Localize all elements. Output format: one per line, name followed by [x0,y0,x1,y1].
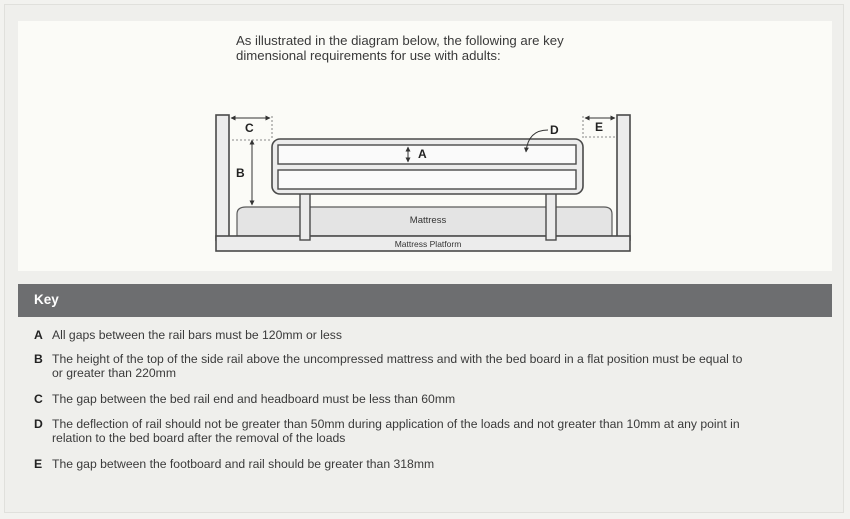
key-text [52,417,812,445]
rail-bar-top [278,145,576,164]
key-letter: A [34,328,43,342]
key-text-line: The gap between the bed rail end and headboard must be less than 60mm [52,392,456,406]
key-letter: B [34,352,43,366]
platform-label: Mattress Platform [394,239,462,249]
key-item-d [34,417,812,445]
key-text [52,457,812,471]
rail-bar-bottom [278,170,576,189]
key-text-line: relation to the bed board after the removal of the loads [52,431,346,445]
key-item-b [34,352,812,380]
key-text [52,392,812,406]
label-d: D [550,123,559,137]
key-letter: E [34,457,43,471]
headboard [216,115,229,240]
key-text-line: or greater than 220mm [52,366,176,380]
key-item-e [34,457,812,471]
label-c: C [245,121,254,135]
key-text-line: The gap between the footboard and rail should be greater than 318mm [52,457,435,471]
key-letter: C [34,392,43,406]
key-item-a [34,328,812,342]
rail-leg-right [546,192,556,240]
key-text [52,328,812,342]
intro-line-2: dimensional requirements for use with adults: [236,48,501,63]
label-a: A [418,147,427,161]
key-item-c [34,392,812,406]
intro-line-1: As illustrated in the diagram below, the following are key [236,33,564,48]
key-header [18,284,832,317]
key-text-line: All gaps between the rail bars must be 120mm or less [52,328,342,342]
key-text-line: The height of the top of the side rail above the uncompressed mattress and with the bed board in a flat position must be equal to [52,352,743,366]
mattress-label: Mattress [409,215,447,226]
footboard [617,115,630,240]
key-title: Key [34,292,59,307]
rail-leg-left [300,192,310,240]
key-letter: D [34,417,43,431]
label-e: E [595,120,604,134]
key-text [52,352,812,380]
key-text-line: The deflection of rail should not be greater than 50mm during application of the loads and not greater than 10mm at any point in [52,417,740,431]
label-b: B [236,166,245,180]
